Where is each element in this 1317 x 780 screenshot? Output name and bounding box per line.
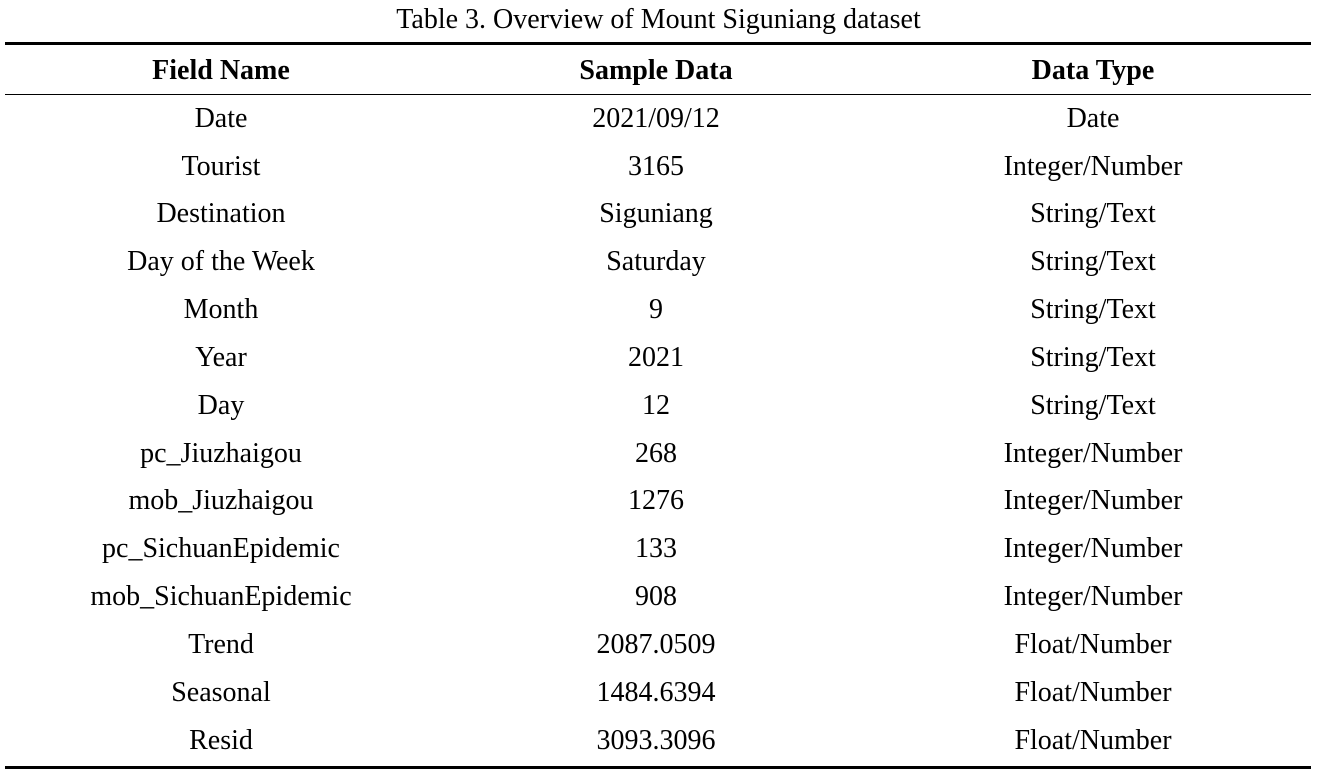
column-header-data-type: Data Type [1031, 55, 1155, 86]
field-name-cell: Day [197, 390, 245, 421]
table-row [5, 146, 1311, 194]
field-name-cell: Seasonal [171, 677, 271, 708]
data-type-cell: String/Text [1030, 342, 1156, 373]
data-type-cell: Date [1066, 103, 1120, 134]
data-type-cell: Float/Number [1014, 725, 1172, 756]
table-row [5, 385, 1311, 433]
table-row [5, 720, 1311, 768]
table-row [5, 624, 1311, 672]
table-row [5, 289, 1311, 337]
data-type-cell: Integer/Number [1003, 151, 1183, 182]
sample-data-cell: Saturday [606, 246, 706, 277]
table-row [5, 337, 1311, 385]
field-name-cell: Tourist [181, 151, 261, 182]
field-name-cell: pc_Jiuzhaigou [140, 438, 302, 469]
table-row [5, 528, 1311, 576]
column-header-sample-data: Sample Data [579, 55, 733, 86]
bottom-rule [5, 766, 1311, 769]
field-name-cell: Year [195, 342, 247, 373]
table-row [5, 433, 1311, 481]
field-name-cell: mob_SichuanEpidemic [90, 581, 352, 612]
data-type-cell: String/Text [1030, 246, 1156, 277]
field-name-cell: Date [194, 103, 248, 134]
top-rule [5, 42, 1311, 45]
data-type-cell: Integer/Number [1003, 581, 1183, 612]
sample-data-cell: 2021 [628, 342, 684, 373]
sample-data-cell: 1276 [628, 485, 684, 516]
table-header-row [5, 50, 1311, 92]
sample-data-cell: 9 [649, 294, 663, 325]
table-row [5, 576, 1311, 624]
data-type-cell: String/Text [1030, 294, 1156, 325]
sample-data-cell: 268 [635, 438, 677, 469]
sample-data-cell: 3093.3096 [596, 725, 716, 756]
sample-data-cell: 908 [635, 581, 677, 612]
data-type-cell: String/Text [1030, 198, 1156, 229]
table-row [5, 672, 1311, 720]
field-name-cell: Destination [156, 198, 286, 229]
sample-data-cell: 12 [642, 390, 670, 421]
field-name-cell: mob_Jiuzhaigou [128, 485, 314, 516]
field-name-cell: Month [183, 294, 259, 325]
field-name-cell: Trend [188, 629, 254, 660]
data-type-cell: Integer/Number [1003, 533, 1183, 564]
data-type-cell: Integer/Number [1003, 438, 1183, 469]
sample-data-cell: 133 [635, 533, 677, 564]
sample-data-cell: 1484.6394 [596, 677, 716, 708]
sample-data-cell: 2021/09/12 [592, 103, 720, 134]
sample-data-cell: 3165 [628, 151, 684, 182]
table-row [5, 193, 1311, 241]
table-row [5, 480, 1311, 528]
field-name-cell: Resid [189, 725, 253, 756]
field-name-cell: pc_SichuanEpidemic [102, 533, 340, 564]
table-caption: Table 3. Overview of Mount Siguniang dataset [396, 4, 921, 35]
column-header-field-name: Field Name [152, 55, 290, 86]
field-name-cell: Day of the Week [127, 246, 315, 277]
data-type-cell: String/Text [1030, 390, 1156, 421]
sample-data-cell: 2087.0509 [596, 629, 716, 660]
data-type-cell: Integer/Number [1003, 485, 1183, 516]
table-row [5, 241, 1311, 289]
sample-data-cell: Siguniang [599, 198, 713, 229]
header-rule [5, 94, 1311, 95]
table-row [5, 98, 1311, 146]
data-type-cell: Float/Number [1014, 677, 1172, 708]
data-type-cell: Float/Number [1014, 629, 1172, 660]
